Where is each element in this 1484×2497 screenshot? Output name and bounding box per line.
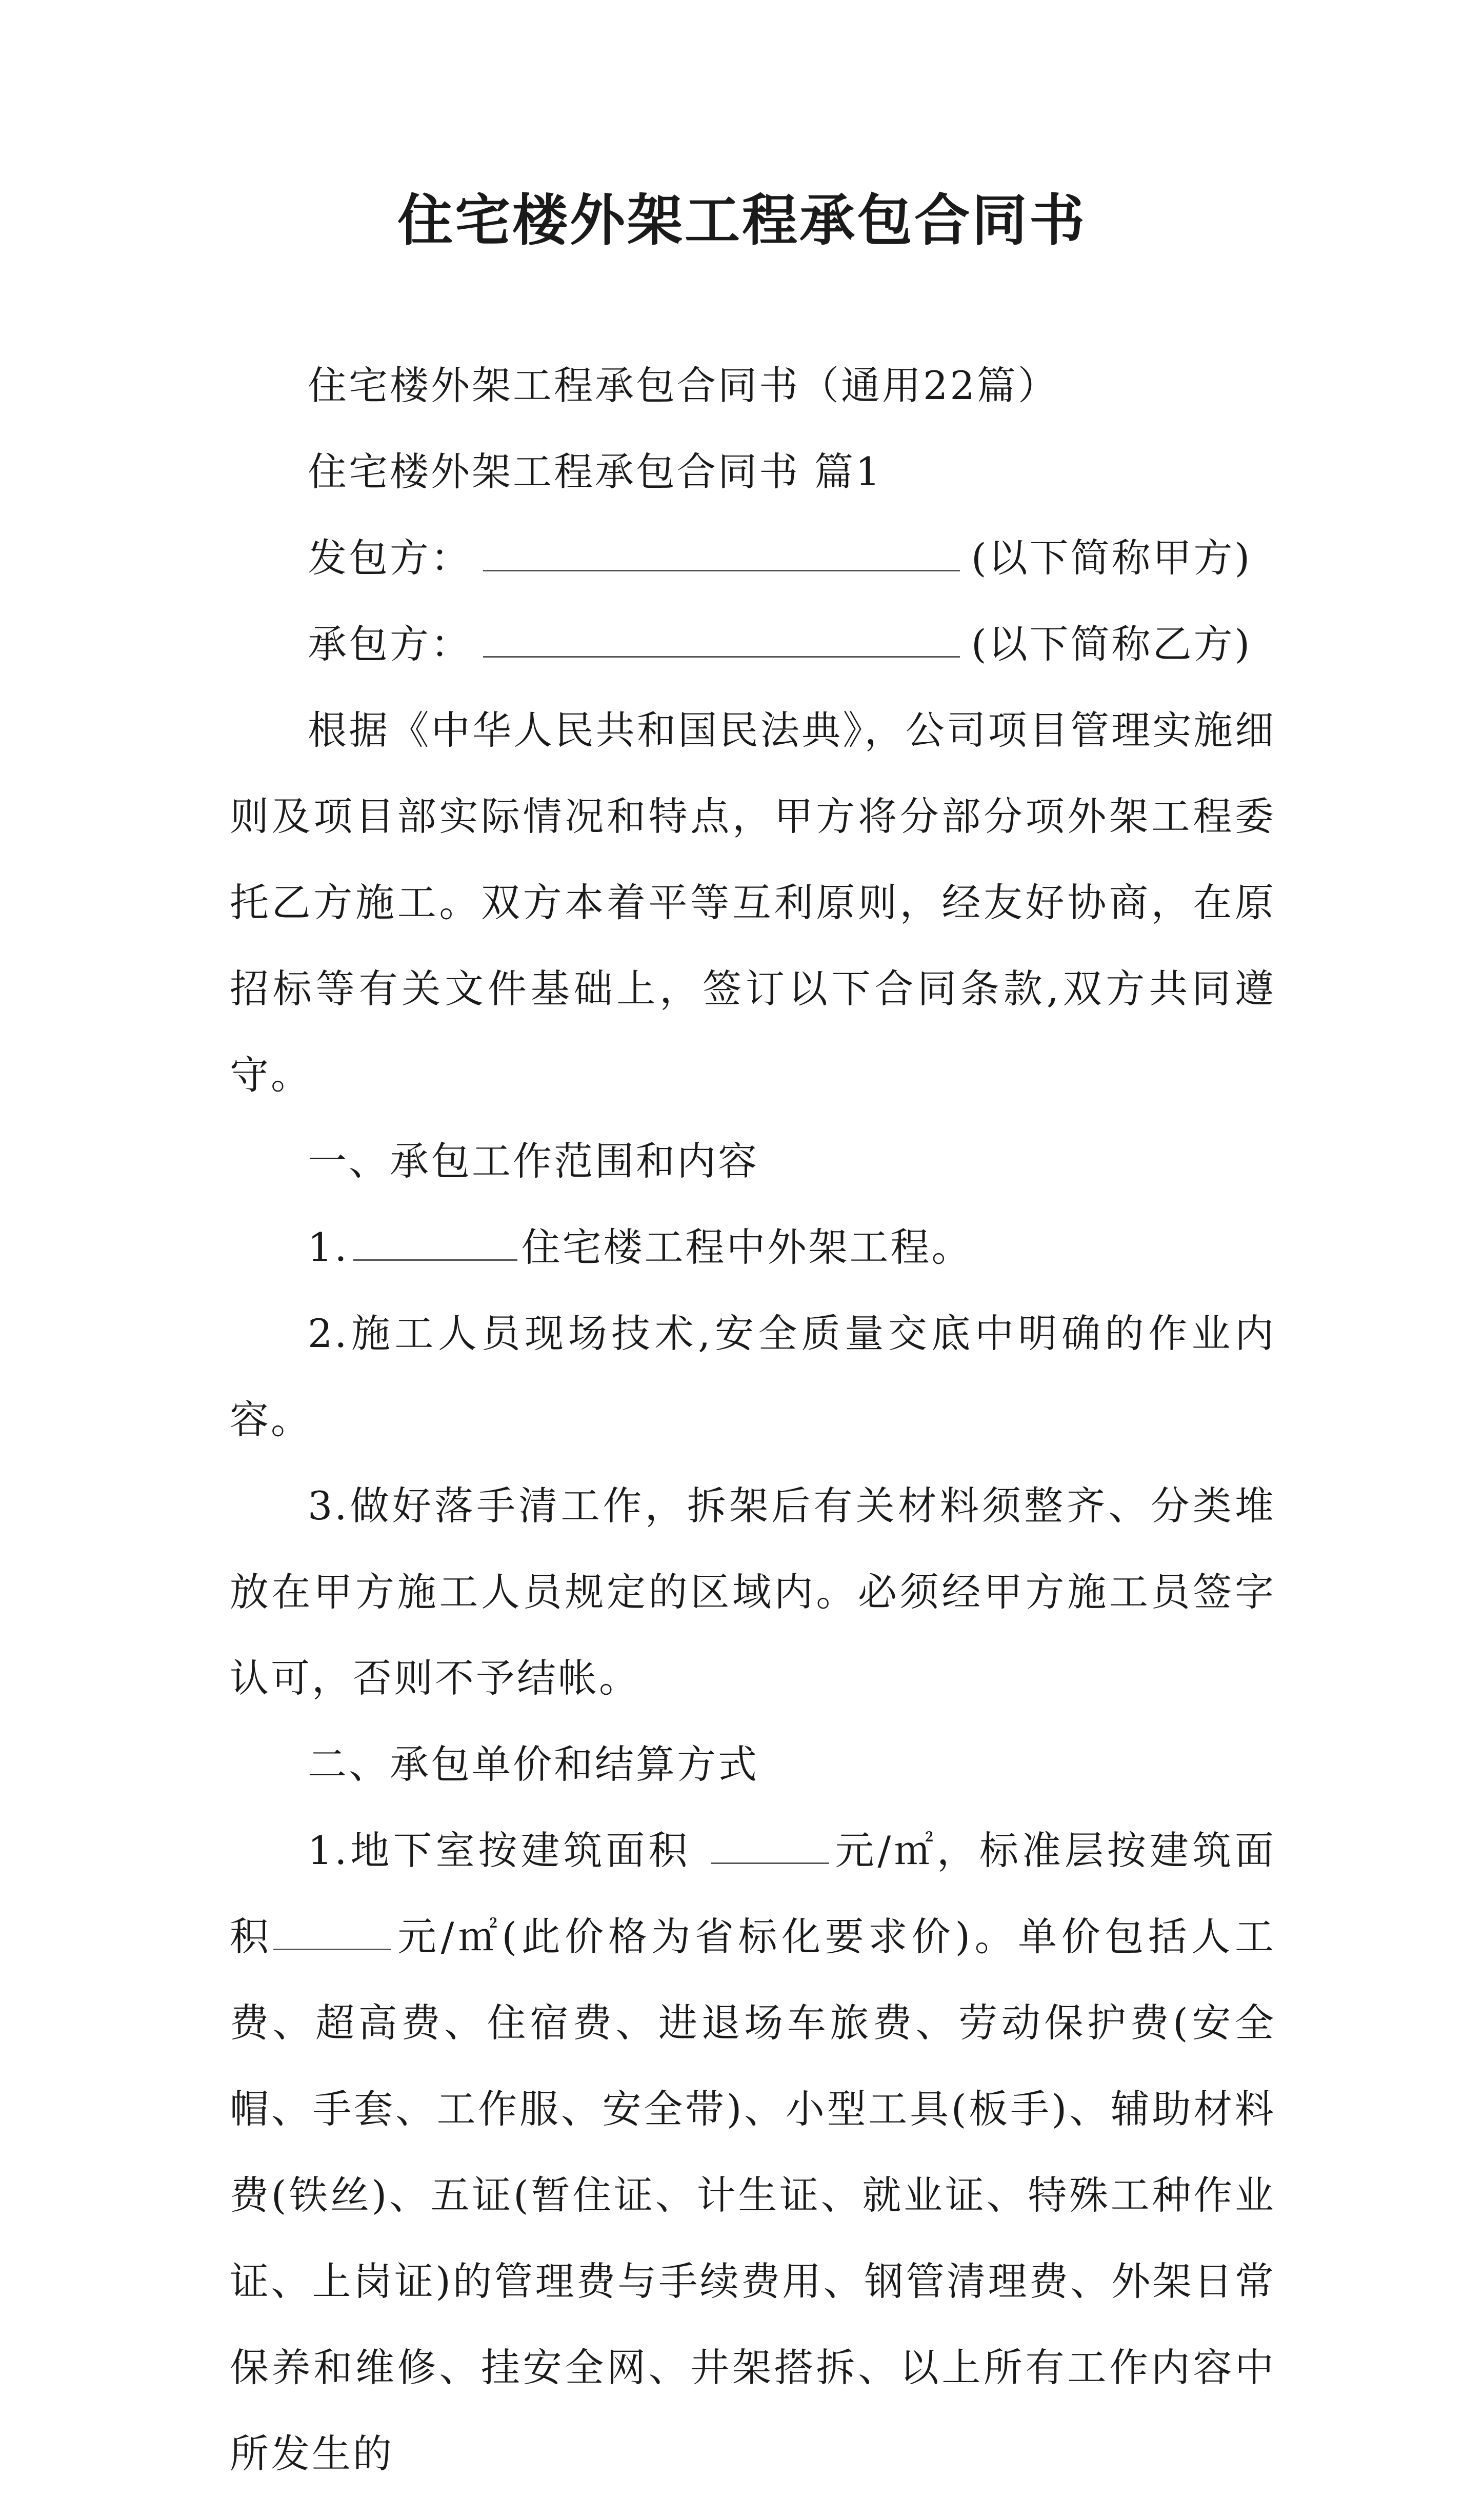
price-text-b: 元/㎡，标准层按建筑面积 bbox=[230, 1828, 1276, 1959]
party-b-note: (以下简称乙方) bbox=[971, 621, 1252, 667]
section-2-item-1 bbox=[230, 1808, 1276, 2497]
price-text-a: 1.地下室按建筑面积 bbox=[308, 1828, 691, 1873]
party-b-blank bbox=[483, 621, 960, 658]
document-subtitle: 住宅楼外架工程承包合同书（通用22篇） bbox=[308, 363, 1059, 408]
document-body bbox=[230, 343, 1276, 2497]
section-2-title: 二、承包单价和结算方式 bbox=[308, 1741, 759, 1787]
project-name-blank bbox=[353, 1224, 517, 1261]
price-text-c: 元/㎡(此价格为省标化要求价)。单价包括人工费、超高费、住宿费、进退场车旅费、劳动保护费(安全帽、手套、工作服、安全带)、小型工具(板手)、辅助材料费(铁丝)、五证(暂住证、计生证、就业证、特殊工种作业证、上岗证)的管理费与手续费用、钢管清理费、外架日常保养和维修、挂安全网、井架搭拆、以上所有工作内容中所发生的 bbox=[230, 1914, 1276, 2476]
section-1-item-1 bbox=[230, 1204, 1276, 1291]
section-1-item-2: 2.施工人员现场技术,安全质量交底中明确的作业内容。 bbox=[230, 1311, 1276, 1442]
item-1-suffix: 住宅楼工程中外架工程。 bbox=[521, 1224, 973, 1270]
section-1-item-3: 3.做好落手清工作，拆架后有关材料须整齐、分类堆放在甲方施工人员规定的区域内。必须经甲方施工员签字认可，否则不予结帐。 bbox=[230, 1483, 1276, 1701]
party-b-label: 承包方： bbox=[308, 621, 472, 667]
basement-price-blank bbox=[711, 1828, 829, 1864]
party-a-label: 发包方： bbox=[308, 535, 472, 581]
intro-paragraph: 根据《中华人民共和国民法典》，公司项目管理实施细则及项目部实际情况和特点，甲方将分部分项外架工程委托乙方施工。双方本着平等互利原则，经友好协商，在原招标等有关文件基础上，签订以下合同条款,双方共同遵守。 bbox=[230, 707, 1276, 1098]
document-title: 住宅楼外架工程承包合同书 bbox=[397, 188, 1087, 253]
party-b-line bbox=[230, 601, 1276, 687]
section-heading: 住宅楼外架工程承包合同书 篇1 bbox=[308, 449, 883, 494]
section-1-title: 一、承包工作范围和内容 bbox=[308, 1138, 759, 1184]
party-a-line bbox=[230, 515, 1276, 601]
party-a-blank bbox=[483, 535, 960, 571]
item-1-prefix: 1. bbox=[308, 1224, 349, 1270]
party-a-note: (以下简称甲方) bbox=[971, 535, 1252, 581]
standard-floor-price-blank bbox=[273, 1914, 391, 1950]
